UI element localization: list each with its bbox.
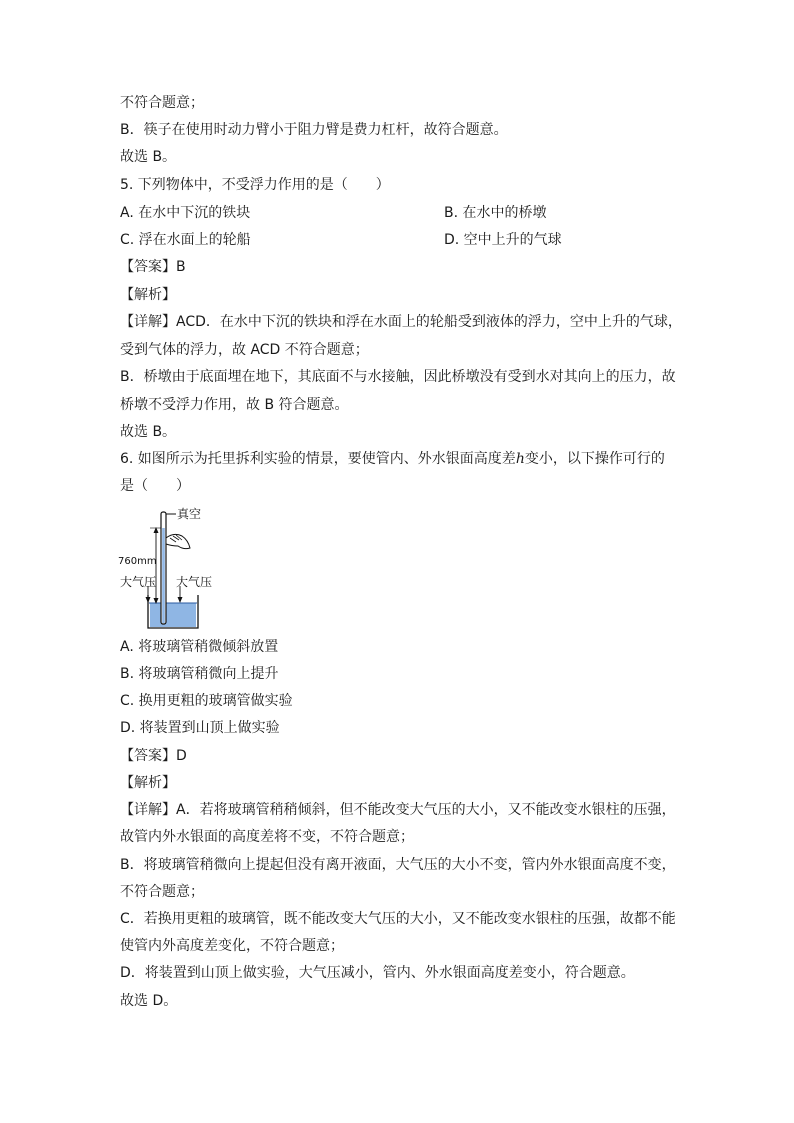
q5-option-d: D. 空中上升的气球 xyxy=(444,232,562,248)
mercury-column xyxy=(162,528,165,623)
question-6-stem-cont: 是（ ） xyxy=(120,478,190,494)
question-5-stem: 5. 下列物体中，不受浮力作用的是（ ） xyxy=(120,177,390,193)
q6-option-c: C. 换用更粗的玻璃管做实验 xyxy=(120,693,293,709)
question-6-stem xyxy=(120,449,665,469)
q6-option-b: B. 将玻璃管稍微向上提升 xyxy=(120,666,279,682)
q6-stem-text-end: 变小，以下操作可行的 xyxy=(524,451,665,467)
q5-answer: 【答案】B xyxy=(120,259,186,275)
q6-detail-line: 使管内外高度差变化，不符合题意； xyxy=(120,938,344,954)
q5-detail-line: 故选 B。 xyxy=(120,424,177,440)
q6-detail-line: D．将装置到山顶上做实验，大气压减小，管内、外水银面高度差变小，符合题意。 xyxy=(120,965,635,981)
q6-answer: 【答案】D xyxy=(120,748,187,764)
q6-detail-line: 故选 D。 xyxy=(120,993,178,1009)
q6-detail-line: 【详解】A．若将玻璃管稍稍倾斜，但不能改变大气压的大小，又不能改变水银柱的压强， xyxy=(120,802,676,818)
height-label: 760mm xyxy=(118,556,157,567)
q5-option-c: C. 浮在水面上的轮船 xyxy=(120,232,251,248)
atm-label-left: 大气压 xyxy=(120,575,157,589)
vacuum-label: 真空 xyxy=(177,507,202,521)
q5-option-a: A. 在水中下沉的铁块 xyxy=(120,205,251,221)
q5-detail-line: 受到气体的浮力，故 ACD 不符合题意； xyxy=(120,342,369,358)
prev-text-line: 故选 B。 xyxy=(120,149,177,165)
q5-analysis-heading: 【解析】 xyxy=(120,287,176,303)
mercury-basin-fill xyxy=(150,603,196,627)
q5-detail-line: 桥墩不受浮力作用，故 B 符合题意。 xyxy=(120,397,349,413)
q6-detail-line: C．若换用更粗的玻璃管，既不能改变大气压的大小，又不能改变水银柱的压强，故都不能 xyxy=(120,911,676,927)
prev-text-line: B．筷子在使用时动力臂小于阻力臂是费力杠杆，故符合题意。 xyxy=(120,122,508,138)
prev-text-line: 不符合题意； xyxy=(120,95,204,111)
q6-detail-line: 不符合题意； xyxy=(120,884,204,900)
q6-option-d: D. 将装置到山顶上做实验 xyxy=(120,720,280,736)
q6-stem-text: 6. 如图所示为托里拆利实验的情景，要使管内、外水银面高度差 xyxy=(120,451,516,467)
q5-detail-line: 【详解】ACD．在水中下沉的铁块和浮在水面上的轮船受到液体的浮力，空中上升的气球， xyxy=(120,314,682,330)
q5-detail-line: B．桥墩由于底面埋在地下，其底面不与水接触，因此桥墩没有受到水对其向上的压力，故 xyxy=(120,369,676,385)
torricelli-figure xyxy=(118,502,228,630)
q6-option-a: A. 将玻璃管稍微倾斜放置 xyxy=(120,639,279,655)
q6-detail-line: B．将玻璃管稍微向上提起但没有离开液面，大气压的大小不变，管内外水银面高度不变， xyxy=(120,857,676,873)
q6-analysis-heading: 【解析】 xyxy=(120,775,176,791)
q6-stem-variable: h xyxy=(515,451,525,467)
atm-label-right: 大气压 xyxy=(176,575,213,589)
q6-detail-line: 故管内外水银面的高度差将不变，不符合题意； xyxy=(120,829,414,845)
q5-option-b: B. 在水中的桥墩 xyxy=(444,205,547,221)
